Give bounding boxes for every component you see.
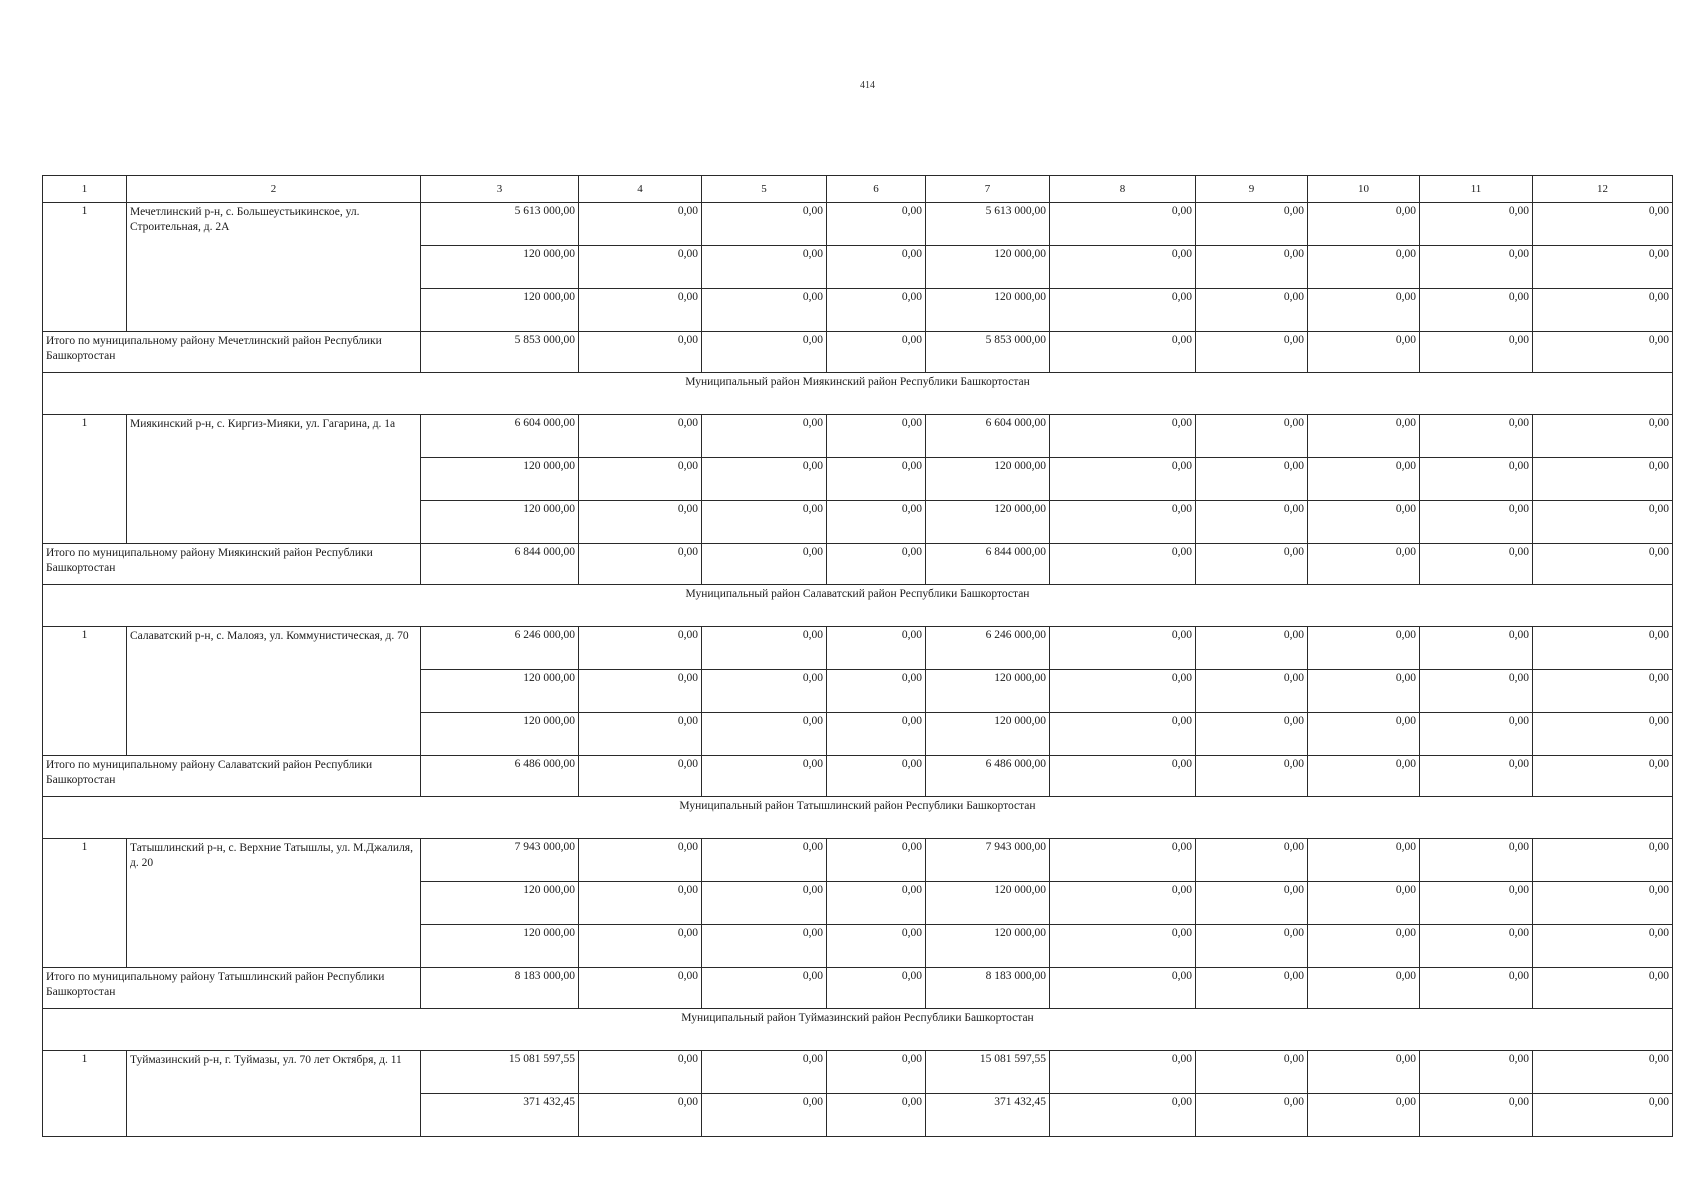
total-value-col-10: 0,00	[1308, 756, 1420, 797]
total-value-col-6: 0,00	[827, 544, 926, 585]
value-cell-col-4: 0,00	[579, 203, 702, 246]
data-row	[43, 839, 1673, 882]
data-row	[43, 203, 1673, 246]
item-address: Миякинский р-н, с. Киргиз-Мияки, ул. Гагарина, д. 1а	[127, 415, 421, 544]
value-cell-col-10: 0,00	[1308, 670, 1420, 713]
total-value-col-8: 0,00	[1050, 968, 1196, 1009]
value-cell-col-11: 0,00	[1420, 713, 1533, 756]
value-cell-col-7: 120 000,00	[926, 925, 1050, 968]
column-header-10: 10	[1308, 176, 1420, 203]
value-cell-col-8: 0,00	[1050, 882, 1196, 925]
value-cell-col-7: 120 000,00	[926, 289, 1050, 332]
value-cell-col-7: 120 000,00	[926, 246, 1050, 289]
value-cell-col-8: 0,00	[1050, 627, 1196, 670]
value-cell-col-3: 5 613 000,00	[421, 203, 579, 246]
item-index: 1	[43, 839, 127, 968]
value-cell-col-9: 0,00	[1196, 415, 1308, 458]
value-cell-col-8: 0,00	[1050, 839, 1196, 882]
value-cell-col-3: 120 000,00	[421, 925, 579, 968]
value-cell-col-8: 0,00	[1050, 1051, 1196, 1094]
total-value-col-11: 0,00	[1420, 756, 1533, 797]
total-value-col-6: 0,00	[827, 968, 926, 1009]
value-cell-col-5: 0,00	[702, 246, 827, 289]
column-header-6: 6	[827, 176, 926, 203]
value-cell-col-9: 0,00	[1196, 501, 1308, 544]
page-number: 414	[860, 80, 875, 91]
value-cell-col-9: 0,00	[1196, 289, 1308, 332]
value-cell-col-10: 0,00	[1308, 839, 1420, 882]
value-cell-col-5: 0,00	[702, 882, 827, 925]
value-cell-col-4: 0,00	[579, 501, 702, 544]
value-cell-col-7: 120 000,00	[926, 670, 1050, 713]
value-cell-col-4: 0,00	[579, 839, 702, 882]
value-cell-col-12: 0,00	[1533, 1094, 1673, 1137]
value-cell-col-3: 120 000,00	[421, 289, 579, 332]
value-cell-col-11: 0,00	[1420, 246, 1533, 289]
total-value-col-5: 0,00	[702, 544, 827, 585]
item-index: 1	[43, 1051, 127, 1137]
column-header-7: 7	[926, 176, 1050, 203]
value-cell-col-12: 0,00	[1533, 415, 1673, 458]
value-cell-col-6: 0,00	[827, 713, 926, 756]
value-cell-col-5: 0,00	[702, 670, 827, 713]
item-address: Мечетлинский р-н, с. Большеустьикинское, ул. Строительная, д. 2А	[127, 203, 421, 332]
value-cell-col-3: 6 604 000,00	[421, 415, 579, 458]
value-cell-col-3: 7 943 000,00	[421, 839, 579, 882]
value-cell-col-9: 0,00	[1196, 203, 1308, 246]
value-cell-col-8: 0,00	[1050, 415, 1196, 458]
value-cell-col-5: 0,00	[702, 1051, 827, 1094]
value-cell-col-10: 0,00	[1308, 1094, 1420, 1137]
value-cell-col-4: 0,00	[579, 246, 702, 289]
value-cell-col-12: 0,00	[1533, 670, 1673, 713]
value-cell-col-6: 0,00	[827, 501, 926, 544]
value-cell-col-6: 0,00	[827, 1094, 926, 1137]
value-cell-col-9: 0,00	[1196, 246, 1308, 289]
value-cell-col-6: 0,00	[827, 1051, 926, 1094]
value-cell-col-8: 0,00	[1050, 458, 1196, 501]
total-value-col-12: 0,00	[1533, 332, 1673, 373]
value-cell-col-9: 0,00	[1196, 458, 1308, 501]
total-value-col-12: 0,00	[1533, 756, 1673, 797]
total-value-col-9: 0,00	[1196, 756, 1308, 797]
value-cell-col-7: 371 432,45	[926, 1094, 1050, 1137]
value-cell-col-3: 120 000,00	[421, 501, 579, 544]
value-cell-col-5: 0,00	[702, 925, 827, 968]
value-cell-col-10: 0,00	[1308, 1051, 1420, 1094]
total-label: Итого по муниципальному району Миякинский район Республики Башкортостан	[43, 544, 421, 585]
value-cell-col-11: 0,00	[1420, 415, 1533, 458]
total-value-col-3: 5 853 000,00	[421, 332, 579, 373]
value-cell-col-11: 0,00	[1420, 203, 1533, 246]
value-cell-col-4: 0,00	[579, 713, 702, 756]
total-value-col-3: 8 183 000,00	[421, 968, 579, 1009]
total-value-col-12: 0,00	[1533, 544, 1673, 585]
value-cell-col-11: 0,00	[1420, 839, 1533, 882]
value-cell-col-9: 0,00	[1196, 1094, 1308, 1137]
item-address: Туймазинский р-н, г. Туймазы, ул. 70 лет Октября, д. 11	[127, 1051, 421, 1137]
column-header-8: 8	[1050, 176, 1196, 203]
value-cell-col-8: 0,00	[1050, 246, 1196, 289]
value-cell-col-4: 0,00	[579, 882, 702, 925]
value-cell-col-11: 0,00	[1420, 1094, 1533, 1137]
total-row	[43, 756, 1673, 797]
value-cell-col-12: 0,00	[1533, 1051, 1673, 1094]
value-cell-col-7: 6 246 000,00	[926, 627, 1050, 670]
total-value-col-4: 0,00	[579, 968, 702, 1009]
value-cell-col-5: 0,00	[702, 458, 827, 501]
total-value-col-9: 0,00	[1196, 332, 1308, 373]
total-value-col-4: 0,00	[579, 544, 702, 585]
total-label: Итого по муниципальному району Салаватский район Республики Башкортостан	[43, 756, 421, 797]
total-value-col-10: 0,00	[1308, 544, 1420, 585]
value-cell-col-7: 7 943 000,00	[926, 839, 1050, 882]
section-title: Муниципальный район Салаватский район Республики Башкортостан	[43, 585, 1673, 627]
total-value-col-9: 0,00	[1196, 544, 1308, 585]
value-cell-col-6: 0,00	[827, 670, 926, 713]
value-cell-col-12: 0,00	[1533, 289, 1673, 332]
data-row	[43, 627, 1673, 670]
value-cell-col-6: 0,00	[827, 289, 926, 332]
value-cell-col-9: 0,00	[1196, 1051, 1308, 1094]
total-value-col-7: 5 853 000,00	[926, 332, 1050, 373]
total-value-col-7: 6 844 000,00	[926, 544, 1050, 585]
value-cell-col-9: 0,00	[1196, 882, 1308, 925]
total-value-col-6: 0,00	[827, 756, 926, 797]
value-cell-col-8: 0,00	[1050, 1094, 1196, 1137]
total-value-col-11: 0,00	[1420, 968, 1533, 1009]
total-row	[43, 332, 1673, 373]
column-header-row	[43, 176, 1673, 203]
column-header-3: 3	[421, 176, 579, 203]
item-index: 1	[43, 203, 127, 332]
value-cell-col-12: 0,00	[1533, 713, 1673, 756]
value-cell-col-3: 120 000,00	[421, 882, 579, 925]
value-cell-col-7: 120 000,00	[926, 882, 1050, 925]
value-cell-col-11: 0,00	[1420, 882, 1533, 925]
total-value-col-5: 0,00	[702, 756, 827, 797]
value-cell-col-5: 0,00	[702, 1094, 827, 1137]
column-header-5: 5	[702, 176, 827, 203]
total-value-col-5: 0,00	[702, 968, 827, 1009]
section-title: Муниципальный район Туймазинский район Республики Башкортостан	[43, 1009, 1673, 1051]
section-header-row	[43, 585, 1673, 627]
value-cell-col-11: 0,00	[1420, 501, 1533, 544]
value-cell-col-7: 120 000,00	[926, 713, 1050, 756]
value-cell-col-10: 0,00	[1308, 246, 1420, 289]
value-cell-col-11: 0,00	[1420, 458, 1533, 501]
value-cell-col-3: 120 000,00	[421, 670, 579, 713]
value-cell-col-7: 120 000,00	[926, 458, 1050, 501]
value-cell-col-11: 0,00	[1420, 670, 1533, 713]
value-cell-col-4: 0,00	[579, 670, 702, 713]
value-cell-col-4: 0,00	[579, 289, 702, 332]
item-index: 1	[43, 627, 127, 756]
value-cell-col-10: 0,00	[1308, 713, 1420, 756]
total-value-col-8: 0,00	[1050, 332, 1196, 373]
value-cell-col-12: 0,00	[1533, 246, 1673, 289]
value-cell-col-10: 0,00	[1308, 925, 1420, 968]
total-value-col-11: 0,00	[1420, 544, 1533, 585]
value-cell-col-10: 0,00	[1308, 203, 1420, 246]
value-cell-col-6: 0,00	[827, 839, 926, 882]
value-cell-col-5: 0,00	[702, 415, 827, 458]
value-cell-col-12: 0,00	[1533, 627, 1673, 670]
total-value-col-4: 0,00	[579, 332, 702, 373]
item-index: 1	[43, 415, 127, 544]
total-value-col-5: 0,00	[702, 332, 827, 373]
total-value-col-3: 6 486 000,00	[421, 756, 579, 797]
value-cell-col-6: 0,00	[827, 415, 926, 458]
total-value-col-4: 0,00	[579, 756, 702, 797]
column-header-11: 11	[1420, 176, 1533, 203]
value-cell-col-10: 0,00	[1308, 289, 1420, 332]
value-cell-col-4: 0,00	[579, 1094, 702, 1137]
total-row	[43, 968, 1673, 1009]
table-body	[43, 176, 1673, 1137]
value-cell-col-12: 0,00	[1533, 839, 1673, 882]
column-header-2: 2	[127, 176, 421, 203]
value-cell-col-9: 0,00	[1196, 670, 1308, 713]
value-cell-col-6: 0,00	[827, 627, 926, 670]
column-header-12: 12	[1533, 176, 1673, 203]
value-cell-col-7: 15 081 597,55	[926, 1051, 1050, 1094]
budget-table	[42, 175, 1673, 1137]
value-cell-col-5: 0,00	[702, 501, 827, 544]
section-header-row	[43, 797, 1673, 839]
value-cell-col-10: 0,00	[1308, 882, 1420, 925]
value-cell-col-9: 0,00	[1196, 839, 1308, 882]
value-cell-col-5: 0,00	[702, 713, 827, 756]
column-header-9: 9	[1196, 176, 1308, 203]
value-cell-col-7: 5 613 000,00	[926, 203, 1050, 246]
value-cell-col-7: 120 000,00	[926, 501, 1050, 544]
value-cell-col-4: 0,00	[579, 627, 702, 670]
item-address: Татышлинский р-н, с. Верхние Татышлы, ул. М.Джалиля, д. 20	[127, 839, 421, 968]
value-cell-col-4: 0,00	[579, 415, 702, 458]
section-title: Муниципальный район Татышлинский район Республики Башкортостан	[43, 797, 1673, 839]
total-value-col-9: 0,00	[1196, 968, 1308, 1009]
value-cell-col-6: 0,00	[827, 458, 926, 501]
column-header-1: 1	[43, 176, 127, 203]
total-value-col-3: 6 844 000,00	[421, 544, 579, 585]
total-row	[43, 544, 1673, 585]
total-label: Итого по муниципальному району Мечетлинский район Республики Башкортостан	[43, 332, 421, 373]
value-cell-col-6: 0,00	[827, 925, 926, 968]
value-cell-col-5: 0,00	[702, 203, 827, 246]
value-cell-col-8: 0,00	[1050, 203, 1196, 246]
total-value-col-10: 0,00	[1308, 332, 1420, 373]
total-value-col-10: 0,00	[1308, 968, 1420, 1009]
total-label: Итого по муниципальному району Татышлинский район Республики Башкортостан	[43, 968, 421, 1009]
value-cell-col-3: 120 000,00	[421, 458, 579, 501]
value-cell-col-8: 0,00	[1050, 501, 1196, 544]
value-cell-col-9: 0,00	[1196, 925, 1308, 968]
data-row	[43, 415, 1673, 458]
value-cell-col-12: 0,00	[1533, 882, 1673, 925]
value-cell-col-12: 0,00	[1533, 925, 1673, 968]
value-cell-col-5: 0,00	[702, 839, 827, 882]
value-cell-col-8: 0,00	[1050, 713, 1196, 756]
value-cell-col-5: 0,00	[702, 627, 827, 670]
value-cell-col-4: 0,00	[579, 458, 702, 501]
value-cell-col-6: 0,00	[827, 203, 926, 246]
value-cell-col-4: 0,00	[579, 1051, 702, 1094]
value-cell-col-12: 0,00	[1533, 203, 1673, 246]
value-cell-col-11: 0,00	[1420, 925, 1533, 968]
total-value-col-8: 0,00	[1050, 756, 1196, 797]
value-cell-col-11: 0,00	[1420, 289, 1533, 332]
value-cell-col-9: 0,00	[1196, 627, 1308, 670]
value-cell-col-10: 0,00	[1308, 458, 1420, 501]
section-header-row	[43, 373, 1673, 415]
value-cell-col-8: 0,00	[1050, 289, 1196, 332]
value-cell-col-6: 0,00	[827, 882, 926, 925]
total-value-col-11: 0,00	[1420, 332, 1533, 373]
value-cell-col-11: 0,00	[1420, 627, 1533, 670]
value-cell-col-12: 0,00	[1533, 501, 1673, 544]
section-title: Муниципальный район Миякинский район Республики Башкортостан	[43, 373, 1673, 415]
value-cell-col-6: 0,00	[827, 246, 926, 289]
section-header-row	[43, 1009, 1673, 1051]
value-cell-col-3: 120 000,00	[421, 246, 579, 289]
value-cell-col-9: 0,00	[1196, 713, 1308, 756]
item-address: Салаватский р-н, с. Малояз, ул. Коммунистическая, д. 70	[127, 627, 421, 756]
value-cell-col-4: 0,00	[579, 925, 702, 968]
value-cell-col-3: 6 246 000,00	[421, 627, 579, 670]
total-value-col-12: 0,00	[1533, 968, 1673, 1009]
value-cell-col-7: 6 604 000,00	[926, 415, 1050, 458]
value-cell-col-3: 120 000,00	[421, 713, 579, 756]
total-value-col-7: 6 486 000,00	[926, 756, 1050, 797]
total-value-col-8: 0,00	[1050, 544, 1196, 585]
total-value-col-6: 0,00	[827, 332, 926, 373]
value-cell-col-10: 0,00	[1308, 501, 1420, 544]
total-value-col-7: 8 183 000,00	[926, 968, 1050, 1009]
column-header-4: 4	[579, 176, 702, 203]
data-row	[43, 1051, 1673, 1094]
value-cell-col-11: 0,00	[1420, 1051, 1533, 1094]
value-cell-col-10: 0,00	[1308, 627, 1420, 670]
value-cell-col-5: 0,00	[702, 289, 827, 332]
value-cell-col-8: 0,00	[1050, 670, 1196, 713]
value-cell-col-12: 0,00	[1533, 458, 1673, 501]
value-cell-col-3: 371 432,45	[421, 1094, 579, 1137]
value-cell-col-3: 15 081 597,55	[421, 1051, 579, 1094]
value-cell-col-10: 0,00	[1308, 415, 1420, 458]
value-cell-col-8: 0,00	[1050, 925, 1196, 968]
